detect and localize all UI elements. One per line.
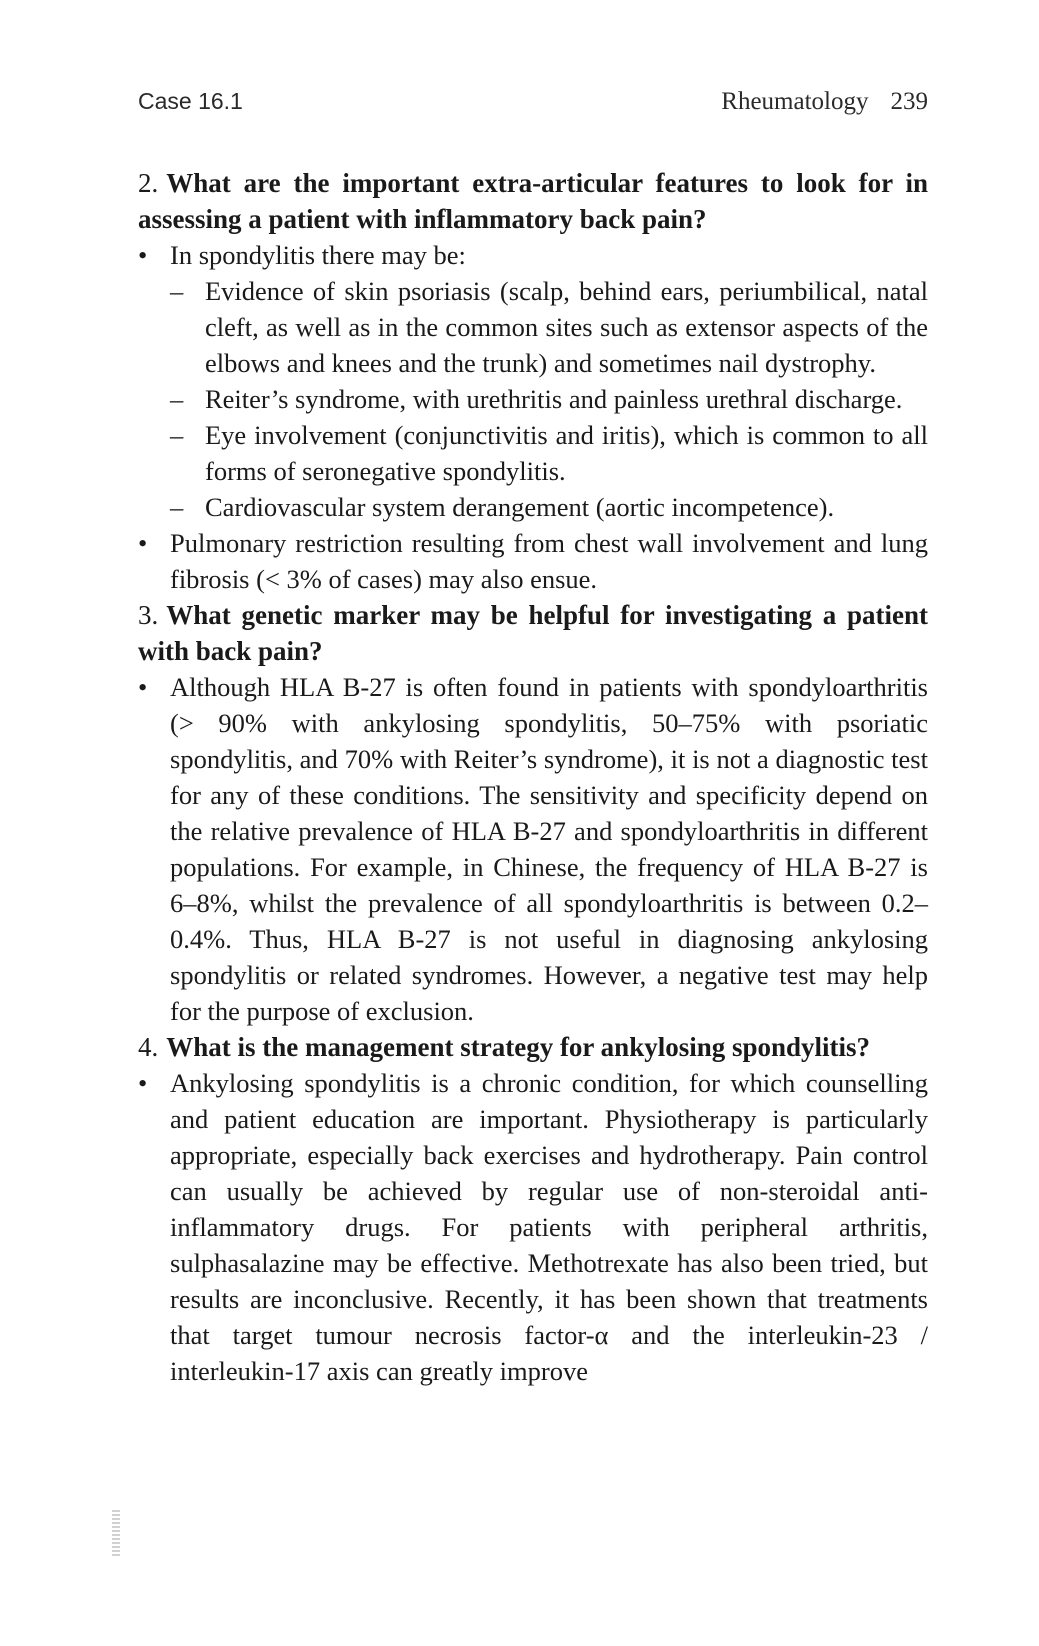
list-item bbox=[138, 1065, 928, 1389]
running-header bbox=[138, 88, 928, 128]
question-text: What are the important extra-articular features to look for in assessing a patient with inflammatory back pain? bbox=[138, 168, 928, 234]
bullet-icon: • bbox=[138, 528, 148, 558]
bullet-icon: • bbox=[138, 672, 148, 702]
question-number: 3. bbox=[138, 600, 159, 630]
bullet-text: Although HLA B-27 is often found in patients with spondyloarthritis (> 90% with ankylosing spondylitis, 50–75% with psoriatic spondylitis, and 70% with Reiter’s syndrome), it is not a diagnostic test for any of these conditions. The sensitivity and specificity depend on the relative prevalence of HLA B-27 and spondyloarthritis in different populations. For example, in Chinese, the frequency of HLA B-27 is 6–8%, whilst the prevalence of all spondyloarthritis is between 0.2–0.4%. Thus, HLA B-27 is not useful in diagnosing ankylosing spondylitis or related syndromes. However, a negative test may help for the purpose of exclusion. bbox=[170, 672, 928, 1026]
question-text: What genetic marker may be helpful for investigating a patient with back pain? bbox=[138, 600, 928, 666]
sub-item-text: Reiter’s syndrome, with urethritis and painless urethral discharge. bbox=[205, 384, 903, 414]
bullet-text: Pulmonary restriction resulting from chest wall involvement and lung fibrosis (< 3% of cases) may also ensue. bbox=[170, 528, 928, 594]
question-2 bbox=[138, 165, 928, 237]
section-and-page bbox=[721, 88, 928, 116]
scan-artifact bbox=[112, 1510, 120, 1556]
question-number: 2. bbox=[138, 168, 159, 198]
list-item bbox=[138, 237, 928, 525]
sub-item-text: Evidence of skin psoriasis (scalp, behind ears, periumbilical, natal cleft, as well as in the common sites such as extensor aspects of the elbows and knees and the trunk) and sometimes nail dystrophy. bbox=[205, 276, 928, 378]
question-3 bbox=[138, 597, 928, 669]
answer-2-list bbox=[138, 237, 928, 597]
bullet-icon: • bbox=[138, 1068, 148, 1098]
sub-item-text: Cardiovascular system derangement (aortic incompetence). bbox=[205, 492, 835, 522]
question-4 bbox=[138, 1029, 928, 1065]
page-number: 239 bbox=[890, 88, 928, 115]
answer-3-list bbox=[138, 669, 928, 1029]
sub-list-item bbox=[170, 381, 928, 417]
sub-list bbox=[170, 273, 928, 525]
dash-icon: – bbox=[170, 492, 184, 522]
question-text: What is the management strategy for ankylosing spondylitis? bbox=[166, 1032, 871, 1062]
bullet-icon: • bbox=[138, 240, 148, 270]
case-label: Case 16.1 bbox=[138, 88, 243, 114]
sub-list-item bbox=[170, 489, 928, 525]
question-number: 4. bbox=[138, 1032, 159, 1062]
body-text bbox=[138, 165, 928, 1389]
section-title: Rheumatology bbox=[721, 88, 869, 115]
sub-list-item bbox=[170, 273, 928, 381]
list-item bbox=[138, 525, 928, 597]
sub-item-text: Eye involvement (conjunctivitis and iritis), which is common to all forms of seronegative spondylitis. bbox=[205, 420, 928, 486]
answer-4-list bbox=[138, 1065, 928, 1389]
list-item bbox=[138, 669, 928, 1029]
sub-list-item bbox=[170, 417, 928, 489]
bullet-text: Ankylosing spondylitis is a chronic condition, for which counselling and patient education are important. Physiotherapy is particularly appropriate, especially back exercises and hydrotherapy. Pain control can usually be achieved by regular use of non-steroidal anti-inflammatory drugs. For patients with peripheral arthritis, sulphasalazine may be effective. Methotrexate has also been tried, but results are inconclusive. Recently, it has been shown that treatments that target tumour necrosis factor-α and the interleukin-23 / interleukin-17 axis can greatly improve bbox=[170, 1068, 928, 1386]
dash-icon: – bbox=[170, 420, 184, 450]
dash-icon: – bbox=[170, 276, 184, 306]
bullet-text: In spondylitis there may be: bbox=[170, 240, 466, 270]
dash-icon: – bbox=[170, 384, 184, 414]
